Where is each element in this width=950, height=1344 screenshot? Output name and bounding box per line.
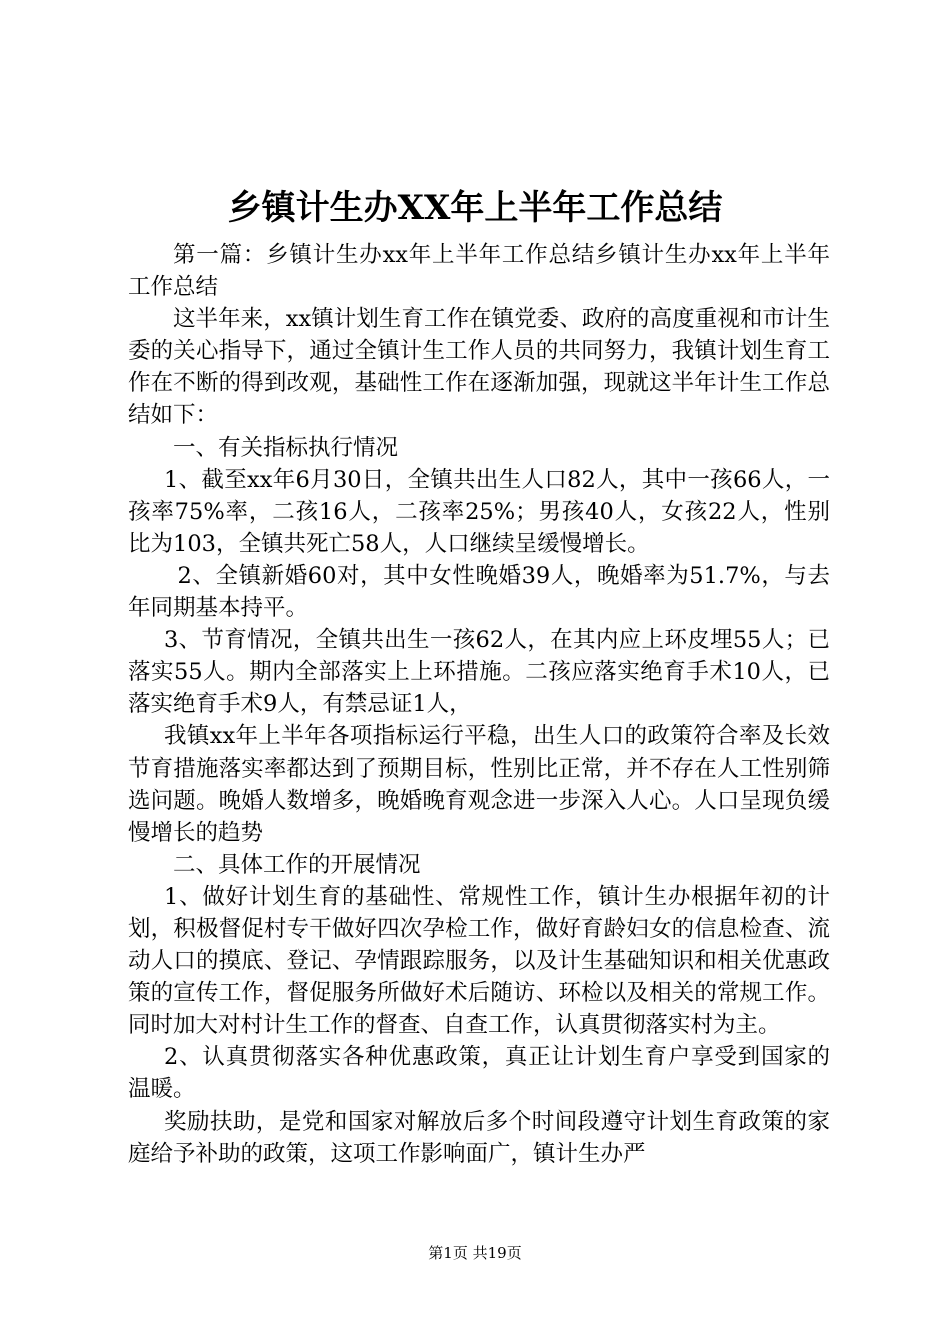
paragraph-rewards: 奖励扶助，是党和国家对解放后多个时间段遵守计划生育政策的家庭给予补助的政策，这项工作影响面广，镇计生办严 [128,1108,830,1167]
paragraph-policies: 2、认真贯彻落实各种优惠政策，真正让计划生育户享受到国家的温暖。 [128,1044,830,1103]
paragraph-contraception: 3、节育情况，全镇共出生一孩62人，在其内应上环皮埋55人；已落实55人。期内全部落实上上环措施。二孩应落实绝育手术10人，已落实绝育手术9人，有禁忌证1人， [128,627,830,718]
paragraph-summary: 我镇xx年上半年各项指标运行平稳，出生人口的政策符合率及长效节育措施落实率都达到了预期目标，性别比正常，并不存在人工性别筛选问题。晚婚人数增多，晚婚晚育观念进一步深入人心。人口呈现负缓慢增长的趋势 [128,723,830,846]
document-body [128,239,830,1170]
document-title: 乡镇计生办XX年上半年工作总结 [227,188,723,228]
paragraph-marriages: 2、全镇新婚60对，其中女性晚婚39人，晚婚率为51.7%，与去年同期基本持平。 [128,562,830,622]
paragraph-intro: 这半年来，xx镇计划生育工作在镇党委、政府的高度重视和市计生委的关心指导下，通过全镇计生工作人员的共同努力，我镇计划生育工作在不断的得到改观，基础性工作在逐渐加强，现就这半年计生工作总结如下： [128,306,830,429]
section-heading-work: 二、具体工作的开展情况 [173,851,421,878]
paragraph-basic-work: 1、做好计划生育的基础性、常规性工作，镇计生办根据年初的计划，积极督促村专干做好四次孕检工作，做好育龄妇女的信息检查、流动人口的摸底、登记、孕情跟踪服务，以及计生基础知识和相关优惠政策的宣传工作，督促服务所做好术后随访、环检以及相关的常规工作。同时加大对村计生工作的督查、自查工作，认真贯彻落实村为主。 [128,883,830,1039]
section-heading-indicators: 一、有关指标执行情况 [173,434,399,461]
paragraph-chapter-heading: 第一篇：乡镇计生办xx年上半年工作总结乡镇计生办xx年上半年工作总结 [128,242,830,301]
page-number-footer: 第1页 共19页 [428,1244,522,1262]
paragraph-births: 1、截至xx年6月30日，全镇共出生人口82人，其中一孩66人，一孩率75%率，二孩16人，二孩率25%；男孩40人，女孩22人，性别比为103，全镇共死亡58人，人口继续呈缓慢增长。 [128,466,830,557]
